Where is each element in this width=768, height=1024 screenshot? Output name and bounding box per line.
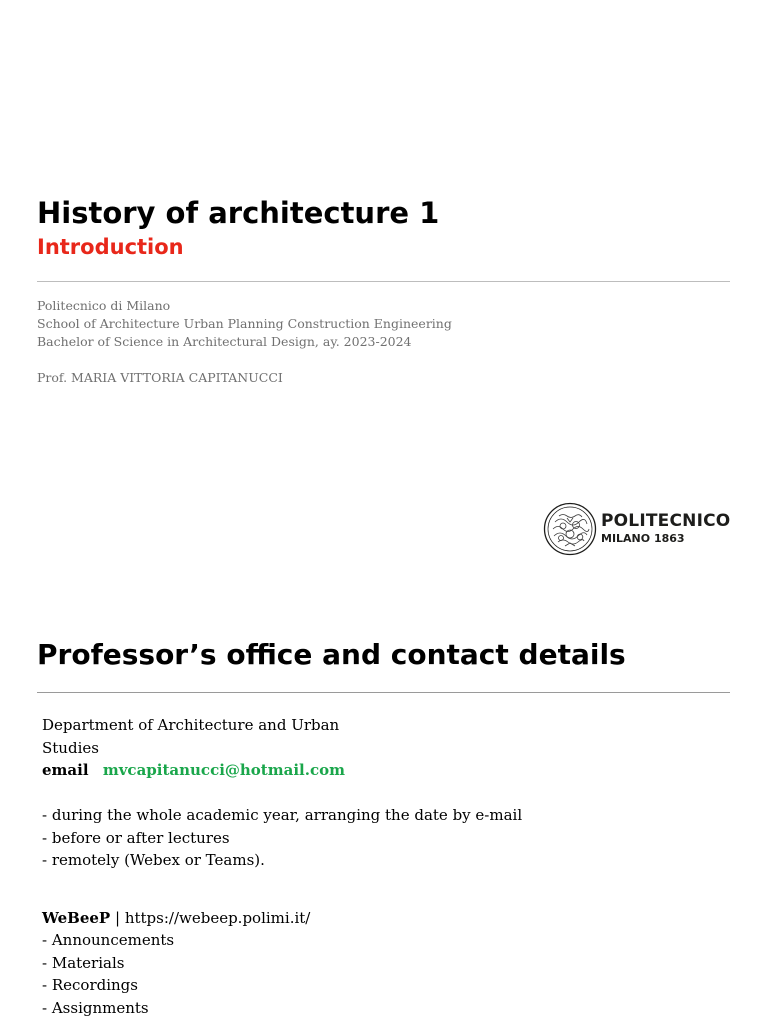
divider	[37, 692, 730, 693]
course-subtitle: Introduction	[37, 235, 184, 259]
department-line: Studies	[42, 738, 99, 757]
logo-name: POLITECNICO	[601, 511, 731, 531]
divider	[37, 281, 730, 282]
webeep-item: - Recordings	[42, 976, 138, 994]
info-line-degree: Bachelor of Science in Architectural Design, ay. 2023-2024	[37, 334, 412, 349]
politecnico-logo	[543, 502, 733, 558]
webeep-link[interactable]: | https://webeep.polimi.it/	[115, 908, 311, 927]
course-title: History of architecture 1	[37, 196, 440, 230]
professor-name: Prof. MARIA VITTORIA CAPITANUCCI	[37, 370, 283, 385]
availability-item: - before or after lectures	[42, 828, 230, 847]
logo-city: MILANO 1863	[601, 532, 685, 545]
department-line: Department of Architecture and Urban	[42, 716, 340, 734]
availability-item: - during the whole academic year, arranging the date by e-mail	[42, 806, 523, 824]
webeep-row	[42, 907, 522, 930]
email-link[interactable]: mvcapitanucci@hotmail.com	[102, 761, 345, 779]
info-line-university: Politecnico di Milano	[37, 298, 171, 313]
webeep-label: WeBeeP	[42, 908, 111, 927]
info-line-school: School of Architecture Urban Planning Construction Engineering	[37, 316, 452, 331]
contact-details	[42, 714, 522, 1019]
webeep-item: - Assignments	[42, 998, 149, 1017]
availability-item: - remotely (Webex or Teams).	[42, 851, 265, 869]
email-label: email	[42, 761, 89, 779]
contact-title: Professor’s office and contact details	[37, 638, 626, 671]
webeep-item: - Announcements	[42, 931, 175, 949]
email-row	[42, 759, 522, 782]
seal-icon	[543, 502, 597, 556]
institution-info	[37, 297, 452, 387]
webeep-item: - Materials	[42, 953, 125, 972]
